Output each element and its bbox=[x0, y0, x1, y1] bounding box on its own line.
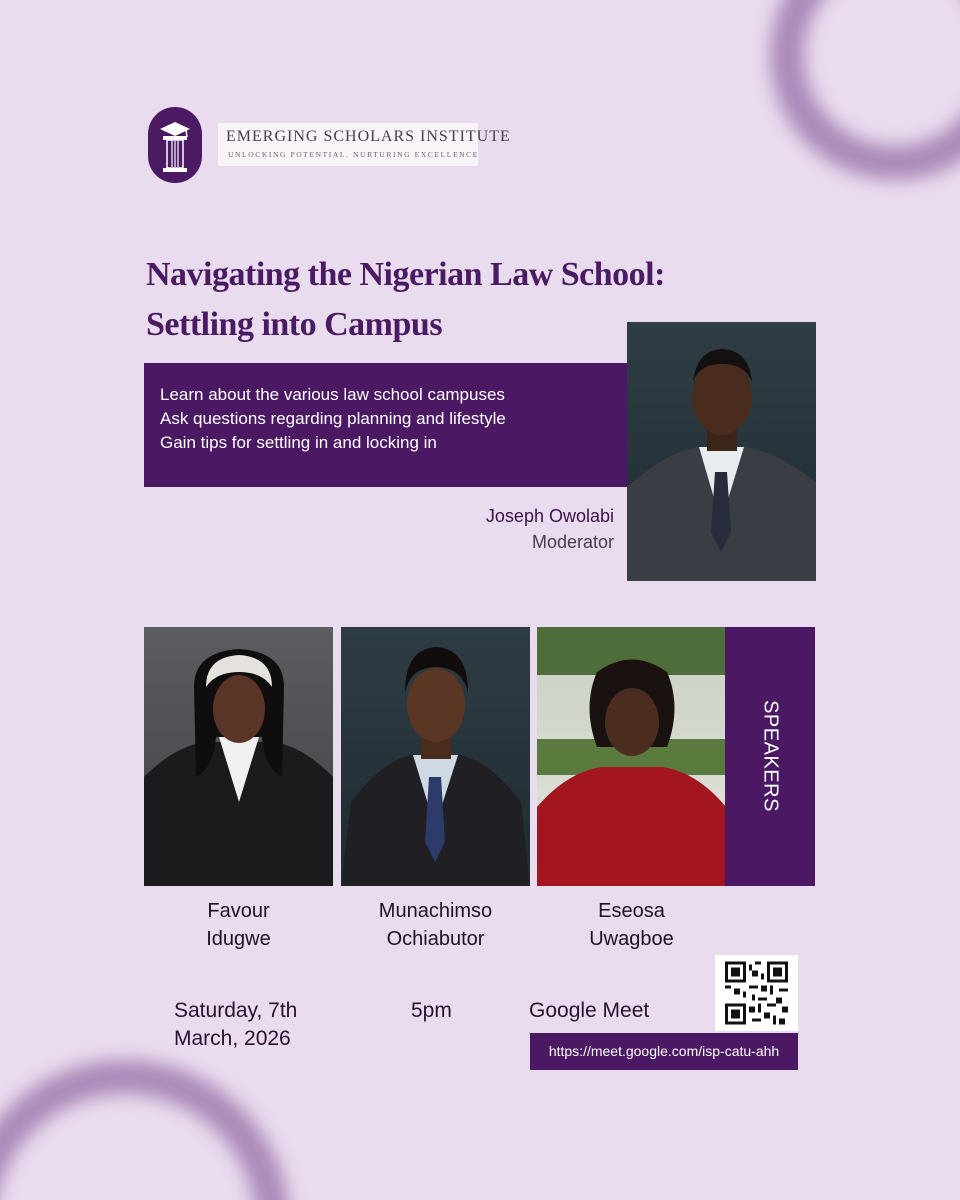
speaker-name bbox=[144, 897, 333, 953]
event-date-line-2: March, 2026 bbox=[174, 1027, 291, 1050]
decorative-ring-bottom-left bbox=[0, 1060, 290, 1200]
speaker-photo bbox=[144, 627, 333, 886]
event-time: 5pm bbox=[411, 999, 452, 1022]
event-platform: Google Meet bbox=[529, 999, 650, 1022]
decorative-ring-top-right bbox=[770, 0, 960, 180]
moderator-name: Joseph Owolabi bbox=[485, 506, 614, 526]
meeting-link[interactable]: https://meet.google.com/isp-catu-ahh bbox=[530, 1033, 798, 1070]
title-line-1: Navigating the Nigerian Law School: bbox=[146, 256, 665, 293]
speaker-name bbox=[341, 897, 530, 953]
event-date bbox=[174, 997, 297, 1053]
speaker-photo bbox=[341, 627, 530, 886]
speakers-label: SPEAKERS bbox=[759, 700, 782, 812]
qr-code-icon[interactable] bbox=[715, 955, 798, 1031]
speakers-tab bbox=[725, 627, 815, 886]
speaker-first-name: Munachimso bbox=[378, 900, 493, 922]
moderator-photo bbox=[627, 322, 816, 581]
topic-item: Gain tips for settling in and locking in bbox=[160, 433, 437, 452]
topic-item: Ask questions regarding planning and lifestyle bbox=[160, 409, 506, 428]
topics-box bbox=[144, 363, 628, 487]
speaker-first-name: Favour bbox=[207, 900, 270, 922]
speaker-last-name: Idugwe bbox=[206, 928, 271, 950]
logo-tagline: UNLOCKING POTENTIAL. NURTURING EXCELLENCE bbox=[228, 150, 479, 159]
speaker-name bbox=[537, 897, 726, 953]
title-line-2: Settling into Campus bbox=[146, 306, 443, 343]
logo-wordmark bbox=[218, 123, 511, 166]
speaker-first-name: Eseosa bbox=[598, 900, 665, 922]
event-date-line-1: Saturday, 7th bbox=[174, 999, 298, 1022]
speaker-last-name: Ochiabutor bbox=[386, 928, 485, 950]
logo-name: EMERGING SCHOLARS INSTITUTE bbox=[226, 128, 511, 145]
event-title bbox=[146, 250, 666, 350]
speaker-photo bbox=[537, 627, 726, 886]
logo-pillar-icon bbox=[148, 107, 202, 183]
moderator-role: Moderator bbox=[531, 532, 614, 552]
topic-item: Learn about the various law school campuses bbox=[160, 385, 505, 404]
speaker-last-name: Uwagboe bbox=[589, 928, 674, 950]
